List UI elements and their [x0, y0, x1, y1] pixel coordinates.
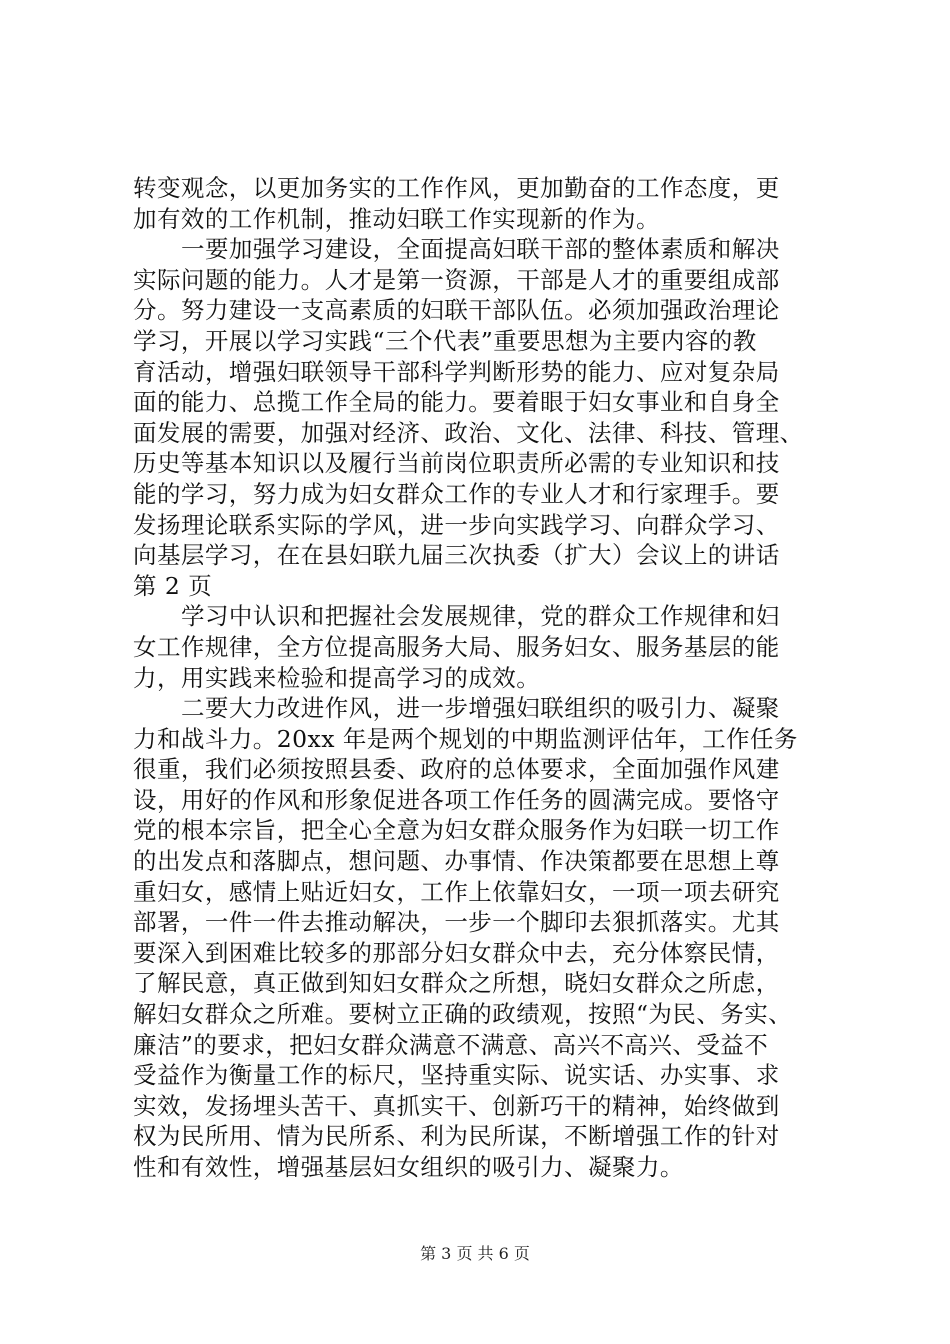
text-line: 加有效的工作机制，推动妇联工作实现新的作为。	[133, 204, 660, 233]
page-footer: 第 3 页 共 6 页	[420, 1244, 530, 1263]
text-line: 育活动，增强妇联领导干部科学判断形势的能力、应对复杂局	[133, 357, 780, 386]
text-line: 重妇女，感情上贴近妇女，工作上依靠妇女，一项一项去研究	[133, 877, 780, 906]
text-line: 受益作为衡量工作的标尺，坚持重实际、说实话、办实事、求	[133, 1061, 780, 1090]
text-line: 一要加强学习建设，全面提高妇联干部的整体素质和解决	[181, 235, 780, 264]
text-line: 实际问题的能力。人才是第一资源，干部是人才的重要组成部	[133, 265, 780, 294]
text-line: 分。努力建设一支高素质的妇联干部队伍。必须加强政治理论	[133, 296, 780, 325]
text-line: 能的学习，努力成为妇女群众工作的专业人才和行家理手。要	[133, 479, 780, 508]
text-line: 第 2 页	[133, 571, 213, 600]
text-line: 了解民意，真正做到知妇女群众之所想，晓妇女群众之所虑，	[133, 969, 780, 998]
text-line: 学习中认识和把握社会发展规律，党的群众工作规律和妇	[181, 602, 780, 631]
text-line: 发扬理论联系实际的学风，进一步向实践学习、向群众学习、	[133, 510, 780, 539]
text-line: 历史等基本知识以及履行当前岗位职责所必需的专业知识和技	[133, 449, 780, 478]
text-line: 的出发点和落脚点，想问题、办事情、作决策都要在思想上尊	[133, 847, 780, 876]
text-line: 设，用好的作风和形象促进各项工作任务的圆满完成。要恪守	[133, 785, 780, 814]
text-line: 面的能力、总揽工作全局的能力。要着眼于妇女事业和自身全	[133, 388, 780, 417]
text-line: 向基层学习，在在县妇联九届三次执委（扩大）会议上的讲话	[133, 541, 780, 570]
text-line: 很重，我们必须按照县委、政府的总体要求，全面加强作风建	[133, 755, 780, 784]
text-line: 权为民所用、情为民所系、利为民所谋，不断增强工作的针对	[133, 1122, 780, 1151]
text-line: 廉洁”的要求，把妇女群众满意不满意、高兴不高兴、受益不	[133, 1030, 769, 1059]
text-line: 二要大力改进作风，进一步增强妇联组织的吸引力、凝聚	[181, 694, 780, 723]
document-body	[133, 173, 858, 1183]
text-line: 面发展的需要，加强对经济、政治、文化、法律、科技、管理、	[133, 418, 804, 447]
text-line: 力和战斗力。20xx 年是两个规划的中期监测评估年，工作任务	[133, 724, 798, 753]
text-line: 学习，开展以学习实践“三个代表”重要思想为主要内容的教	[133, 326, 757, 355]
text-line: 转变观念，以更加务实的工作作风，更加勤奋的工作态度，更	[133, 174, 780, 202]
text-line: 要深入到困难比较多的那部分妇女群众中去，充分体察民情，	[133, 938, 780, 967]
text-line: 党的根本宗旨，把全心全意为妇女群众服务作为妇联一切工作	[133, 816, 780, 845]
text-line: 女工作规律，全方位提高服务大局、服务妇女、服务基层的能	[133, 632, 780, 661]
text-line: 解妇女群众之所难。要树立正确的政绩观，按照“为民、务实、	[133, 1000, 793, 1029]
text-line: 力，用实践来检验和提高学习的成效。	[133, 663, 541, 692]
text-line: 部署，一件一件去推动解决，一步一个脚印去狠抓落实。尤其	[133, 908, 780, 937]
text-line: 实效，发扬埋头苦干、真抓实干、创新巧干的精神，始终做到	[133, 1091, 780, 1120]
text-line: 性和有效性，增强基层妇女组织的吸引力、凝聚力。	[133, 1153, 684, 1181]
